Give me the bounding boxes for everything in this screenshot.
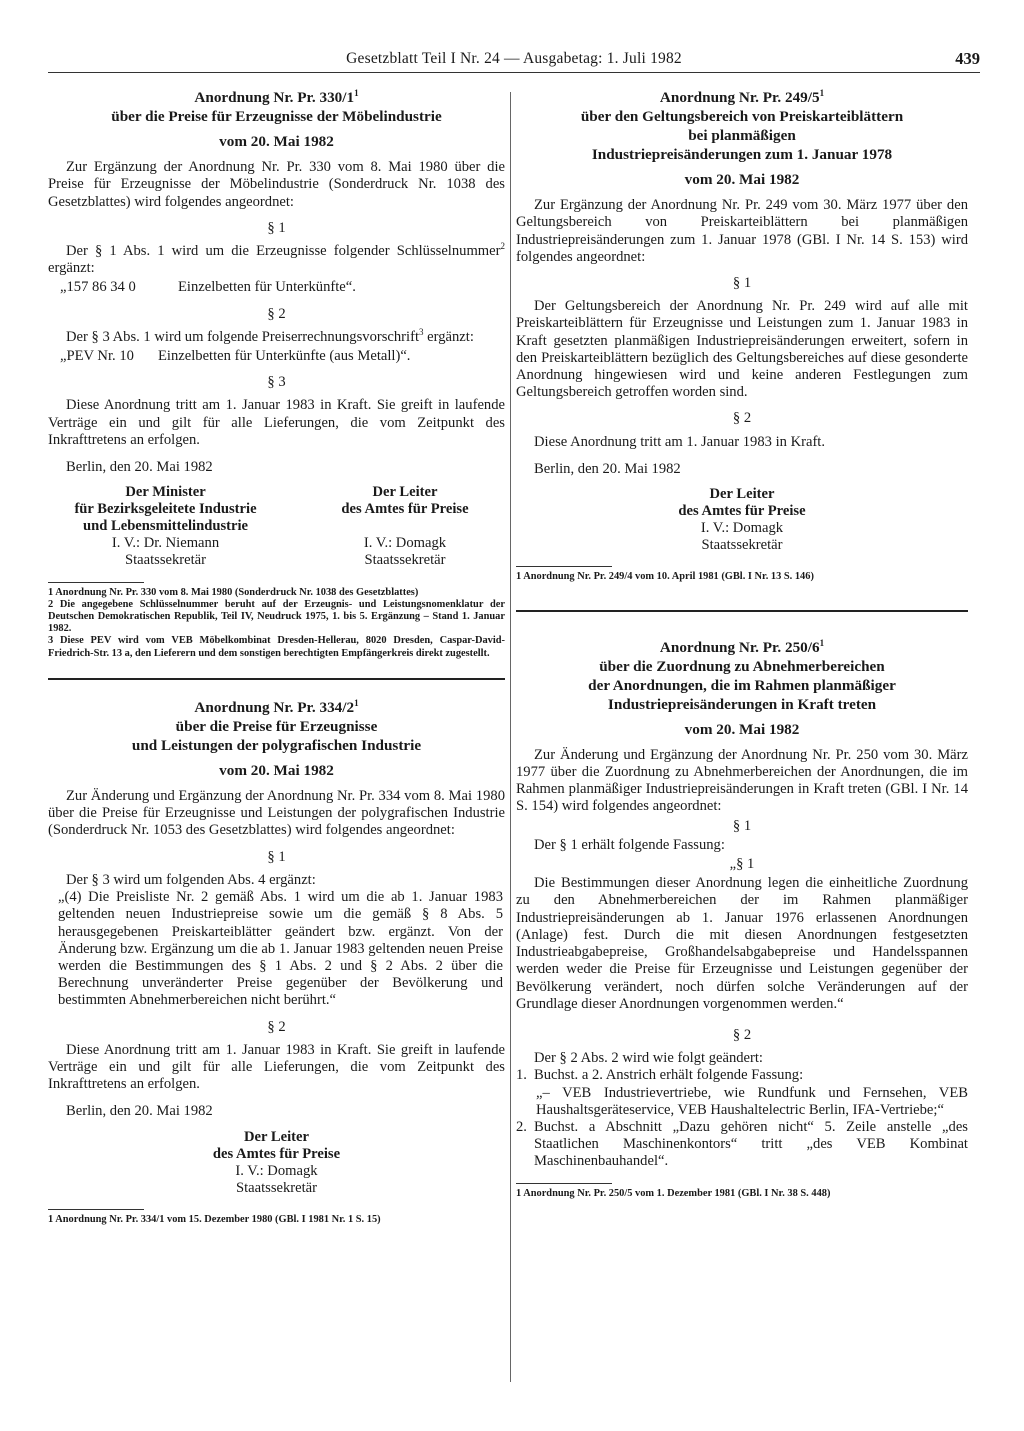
article-intro: Zur Änderung und Ergänzung der Anordnung Nr. Pr. 334 vom 8. Mai 1980 über die Preise für Erzeugnisse und Leistungen der polygrafischen Industrie (Sonderdruck Nr. 1053 des Gesetzblattes) wird folgendes angeordnet:	[48, 788, 505, 839]
article-subtitle: über die Preise für Erzeugnisse	[175, 717, 378, 735]
footnote: 1 Anordnung Nr. Pr. 330 vom 8. Mai 1980 (Sonderdruck Nr. 1038 des Gesetzblattes)	[48, 586, 419, 598]
article-subtitle: der Anordnungen, die im Rahmen planmäßiger	[588, 676, 896, 694]
article-separator	[48, 678, 505, 680]
section-heading: § 1	[267, 848, 286, 865]
article-334	[48, 698, 505, 1226]
quoted-text: „(4) Die Preisliste Nr. 2 gemäß Abs. 1 wird um die ab 1. Januar 1983 geltenden neuen Industriepreise sowie um die gemäß § 8 Abs. 5 herausgegebenen Preiskarteiblätter geändert bzw. ergänzt. Von der Änderung bzw. Ergänzung um die ab 1. Januar 1983 geltenden neuen Preise werden die Bestimmungen des § 1 Abs. 2 und § 2 Abs. 2 über die Berechnung unveränderter Preise gegenüber der Bevölkerung und bestimmten Abnehmerbereichen nicht berührt.“	[58, 889, 503, 1009]
footnote: 1 Anordnung Nr. Pr. 249/4 vom 10. April 1981 (GBl. I Nr. 13 S. 146)	[516, 571, 814, 583]
article-subtitle: über die Preise für Erzeugnisse der Möbelindustrie	[111, 108, 442, 125]
section-heading: § 2	[732, 1026, 752, 1043]
section-text: Diese Anordnung tritt am 1. Januar 1983 in Kraft.	[534, 433, 826, 450]
article-subtitle: und Leistungen der polygrafischen Industrie	[131, 736, 422, 754]
footnote: 2 Die angegebene Schlüsselnummer beruht auf der Erzeugnis- und Leistungsnomenklatur der Deutschen Demokratischen Republik, Teil IV, Neudruck 1975, 1. bis 5. Ergänzung – Stand 1. Januar 1982.	[48, 598, 505, 635]
code-line: „PEV Nr. 10 Einzelbetten für Unterkünfte (aus Metall)“.	[60, 348, 411, 365]
signature-block: Der Minister für Bezirksgeleitete Industrie und Lebensmittelindustrie I. V.: Dr. Niemann Staatssekretär	[74, 484, 257, 569]
article-intro: Zur Ergänzung der Anordnung Nr. Pr. 330 vom 8. Mai 1980 über die Preise für Erzeugnisse der Möbelindustrie (Sonderdruck Nr. 1038 des Gesetzblattes) wird folgendes angeordnet:	[48, 159, 505, 210]
right-column	[516, 88, 968, 1200]
quoted-text: „– VEB Industrievertriebe, wie Rundfunk und Fernsehen, VEB Haushaltsgeräteservice, VEB Haushaltelectric Berlin, IFA-Vertriebe;“	[536, 1084, 968, 1118]
signature-block: Der Leiter des Amtes für Preise I. V.: Domagk Staatssekretär	[341, 484, 469, 569]
signature-row	[48, 484, 505, 569]
footnote-rule	[48, 582, 144, 583]
article-250	[516, 638, 968, 1200]
place-date: Berlin, den 20. Mai 1982	[66, 1103, 213, 1120]
article-title: Anordnung Nr. Pr. $249/5^1$	[659, 87, 825, 106]
section-text: Der Geltungsbereich der Anordnung Nr. Pr. 249 wird auf alle mit Preiskarteiblättern für Erzeugnisse und Leistungen zum 1. Januar 1983 in Kraft gesetzten planmäßigen Industriepreisänderungen erweitert, sofern in den Preiskarteiblättern bezüglich des Geltungsbereiches auf diese gesonderte Anordnung hingewiesen wird und keine anderen Festlegungen zum Geltungsbereich getroffen worden sind.	[516, 298, 968, 401]
article-249	[516, 88, 968, 584]
article-subtitle: bei planmäßigen	[688, 127, 796, 144]
article-intro: Zur Änderung und Ergänzung der Anordnung Nr. Pr. 250 vom 30. März 1977 über die Zuordnung zu Abnehmerbereichen der Anordnungen, die im Rahmen planmäßiger Industriepreisänderungen in Kraft treten (GBl. I Nr. 14 S. 154) wird folgendes angeordnet:	[516, 746, 968, 815]
list-item: 1. Buchst. a 2. Anstrich erhält folgende Fassung:	[516, 1067, 804, 1084]
section-heading: § 1	[732, 275, 752, 292]
column-divider	[510, 92, 511, 1382]
article-title: Anordnung Nr. Pr. $334/2^1$	[194, 697, 359, 716]
article-subtitle: über den Geltungsbereich von Preiskarteiblättern	[580, 108, 904, 125]
section-text: Der § 1 Abs. 1 wird um die Erzeugnisse folgender Schlüsselnummer$^2$ ergänzt:	[48, 241, 505, 277]
footnote: 1 Anordnung Nr. Pr. 250/5 vom 1. Dezember 1981 (GBl. I Nr. 38 S. 448)	[516, 1187, 831, 1199]
article-subtitle: über die Zuordnung zu Abnehmerbereichen	[599, 657, 885, 675]
code-line: „157 86 34 0 Einzelbetten für Unterkünfte“.	[60, 279, 356, 296]
left-column	[48, 88, 505, 1226]
footnote-rule	[516, 1183, 612, 1184]
section-heading: § 3	[267, 374, 286, 391]
section-heading: § 2	[267, 1018, 286, 1035]
article-separator	[516, 610, 968, 612]
article-date: vom 20. Mai 1982	[219, 133, 334, 150]
signature-block: Der Leiter des Amtes für Preise I. V.: Domagk Staatssekretär	[212, 1128, 341, 1196]
place-date: Berlin, den 20. Mai 1982	[534, 460, 681, 477]
section-heading: § 1	[732, 817, 752, 834]
place-date: Berlin, den 20. Mai 1982	[66, 459, 213, 476]
footnote-rule	[48, 1209, 144, 1210]
footnote-rule	[516, 566, 612, 567]
quoted-section-heading: „§ 1	[729, 856, 755, 873]
article-title: Anordnung Nr. Pr. $330/1^1$	[194, 87, 359, 106]
article-date: vom 20. Mai 1982	[219, 761, 334, 779]
section-heading: § 2	[732, 410, 752, 427]
section-text: Der § 3 wird um folgenden Abs. 4 ergänzt:	[66, 871, 316, 888]
section-text: Diese Anordnung tritt am 1. Januar 1983 in Kraft. Sie greift in laufende Verträge ein und gilt für alle Lieferungen, die vom Zeitpunkt des Inkrafttretens an erfolgen.	[48, 1041, 505, 1093]
section-text: Der § 1 erhält folgende Fassung:	[534, 836, 725, 853]
article-330	[48, 88, 505, 660]
quoted-text: Die Bestimmungen dieser Anordnung legen die einheitliche Zuordnung zu den Abnehmerbereichen der im Rahmen planmäßiger Industriepreisänderungen ab 1. Januar 1976 erlassenen Anordnungen (Anlage) fest. Durch die mit diesen Anordnungen festgesetzten Industrieabgabepreise, Großhandelsabgabepreise und Handelsspannen werden weder die Preise für Erzeugnisse und Leistungen gegenüber der Bevölkerung verändert, noch dürfen solche Veränderungen auf der Grundlage dieser Anordnungen vorgenommen werden.“	[516, 875, 968, 1012]
article-intro: Zur Ergänzung der Anordnung Nr. Pr. 249 vom 30. März 1977 über den Geltungsbereich von Preiskarteiblättern bei planmäßigen Industriepreisänderungen zum 1. Januar 1978 (GBl. I Nr. 14 S. 153) wird folgendes angeordnet:	[516, 197, 968, 265]
article-date: vom 20. Mai 1982	[684, 171, 800, 188]
section-heading: § 2	[267, 305, 286, 322]
page-number: 439	[955, 49, 980, 68]
section-text: Der § 2 Abs. 2 wird wie folgt geändert:	[534, 1050, 763, 1067]
article-title: Anordnung Nr. Pr. $250/6^1$	[659, 637, 825, 656]
footnote: 1 Anordnung Nr. Pr. 334/1 vom 15. Dezember 1980 (GBl. I 1981 Nr. 1 S. 15)	[48, 1213, 381, 1225]
article-subtitle: Industriepreisänderungen in Kraft treten	[607, 695, 877, 713]
article-date: vom 20. Mai 1982	[684, 720, 800, 738]
page-header	[48, 48, 980, 73]
header-title: Gesetzblatt Teil I Nr. 24 — Ausgabetag: 1. Juli 1982	[346, 50, 682, 67]
section-text: Diese Anordnung tritt am 1. Januar 1983 in Kraft. Sie greift in laufende Verträge ein und gilt für alle Lieferungen, die vom Zeitpunkt des Inkrafttretens an erfolgen.	[48, 397, 505, 448]
list-item: 2. Buchst. a Abschnitt „Dazu gehören nicht“ 5. Zeile anstelle „des Staatlichen Maschinenkontors“ tritt „des VEB Kombinat Maschinenbauhandel“.	[516, 1118, 968, 1170]
article-subtitle: Industriepreisänderungen zum 1. Januar 1978	[591, 146, 893, 163]
footnote: 3 Diese PEV wird vom VEB Möbelkombinat Dresden-Hellerau, 8020 Dresden, Caspar-David-Friedrich-Str. 13 a, den Lieferern und dem sonstigen berechtigten Empfängerkreis direkt zugestellt.	[48, 635, 505, 659]
signature-block: Der Leiter des Amtes für Preise I. V.: Domagk Staatssekretär	[678, 486, 806, 554]
section-heading: § 1	[267, 219, 286, 236]
section-text: Der § 3 Abs. 1 wird um folgende Preiserrechnungsvorschrift$^3$ ergänzt:	[66, 326, 474, 345]
